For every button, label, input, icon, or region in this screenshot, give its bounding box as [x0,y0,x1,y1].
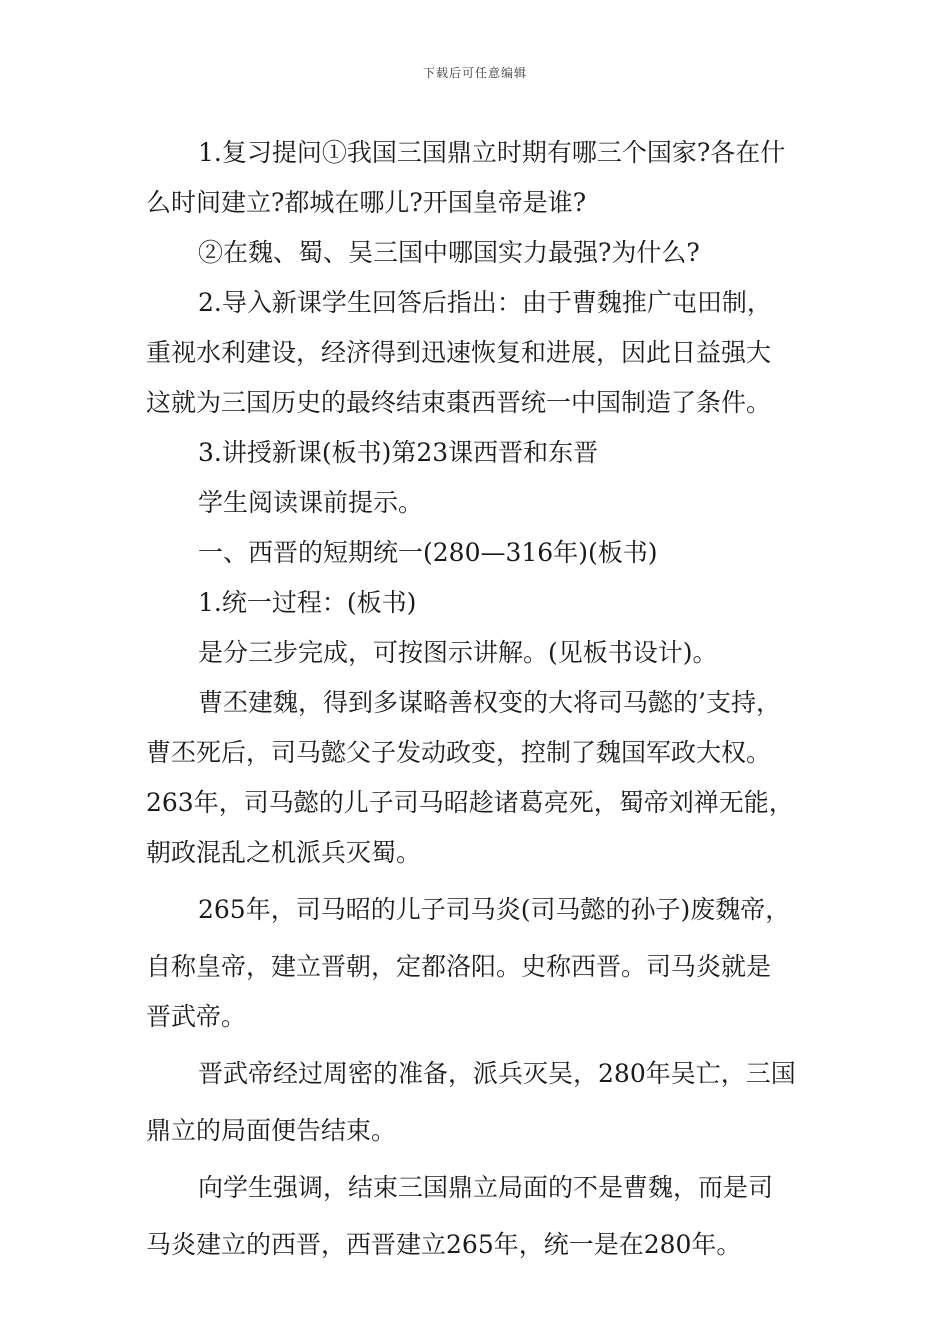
paragraph-line: 向学生强调，结束三国鼎立局面的不是曹魏，而是司 [198,1173,774,1202]
paragraph-line: 朝政混乱之机派兵灭蜀。 [146,838,422,867]
paragraph-line: 学生阅读课前提示。 [198,488,424,517]
paragraph-line: 一、西晋的短期统一(280—316年)(板书) [198,538,658,567]
paragraph-line: 晋武帝经过周密的准备，派兵灭吴，280年吴亡，三国 [198,1059,796,1088]
paragraph-line: 1.统一过程：(板书) [198,588,417,617]
paragraph-line: 这就为三国历史的最终结束棗西晋统一中国制造了条件。 [146,388,772,417]
paragraph-line: 么时间建立?都城在哪儿?开国皇帝是谁? [146,188,587,217]
paragraph-line: 鼎立的局面便告结束。 [146,1116,397,1145]
paragraph-line: 265年，司马昭的儿子司马炎(司马懿的孙子)废魏帝， [198,895,791,924]
paragraph-line: 3.讲授新课(板书)第23课西晋和东晋 [198,438,599,467]
paragraph-line: 曹丕建魏，得到多谋略善权变的大将司马懿的’支持， [198,688,781,717]
paragraph-line: 263年，司马懿的儿子司马昭趁诸葛亮死，蜀帝刘禅无能， [146,788,794,817]
paragraph-line: 1.复习提问①我国三国鼎立时期有哪三个国家?各在什 [198,138,786,167]
paragraph-line: 马炎建立的西晋，西晋建立265年，统一是在280年。 [146,1230,742,1259]
paragraph-line: 是分三步完成，可按图示讲解。(见板书设计)。 [198,638,718,667]
paragraph-line: ②在魏、蜀、吴三国中哪国实力最强?为什么? [198,238,700,267]
paragraph-line: 2.导入新课学生回答后指出：由于曹魏推广屯田制， [198,288,772,317]
paragraph-line: 晋武帝。 [146,1002,247,1031]
paragraph-line: 自称皇帝，建立晋朝，定都洛阳。史称西晋。司马炎就是 [146,952,772,981]
document-body [146,128,826,1270]
paragraph-line: 曹丕死后，司马懿父子发动政变，控制了魏国军政大权。 [146,738,772,767]
page-header: 下载后可任意编辑 [422,66,527,80]
paragraph-line: 重视水利建设，经济得到迅速恢复和进展，因此日益强大 [146,338,772,367]
